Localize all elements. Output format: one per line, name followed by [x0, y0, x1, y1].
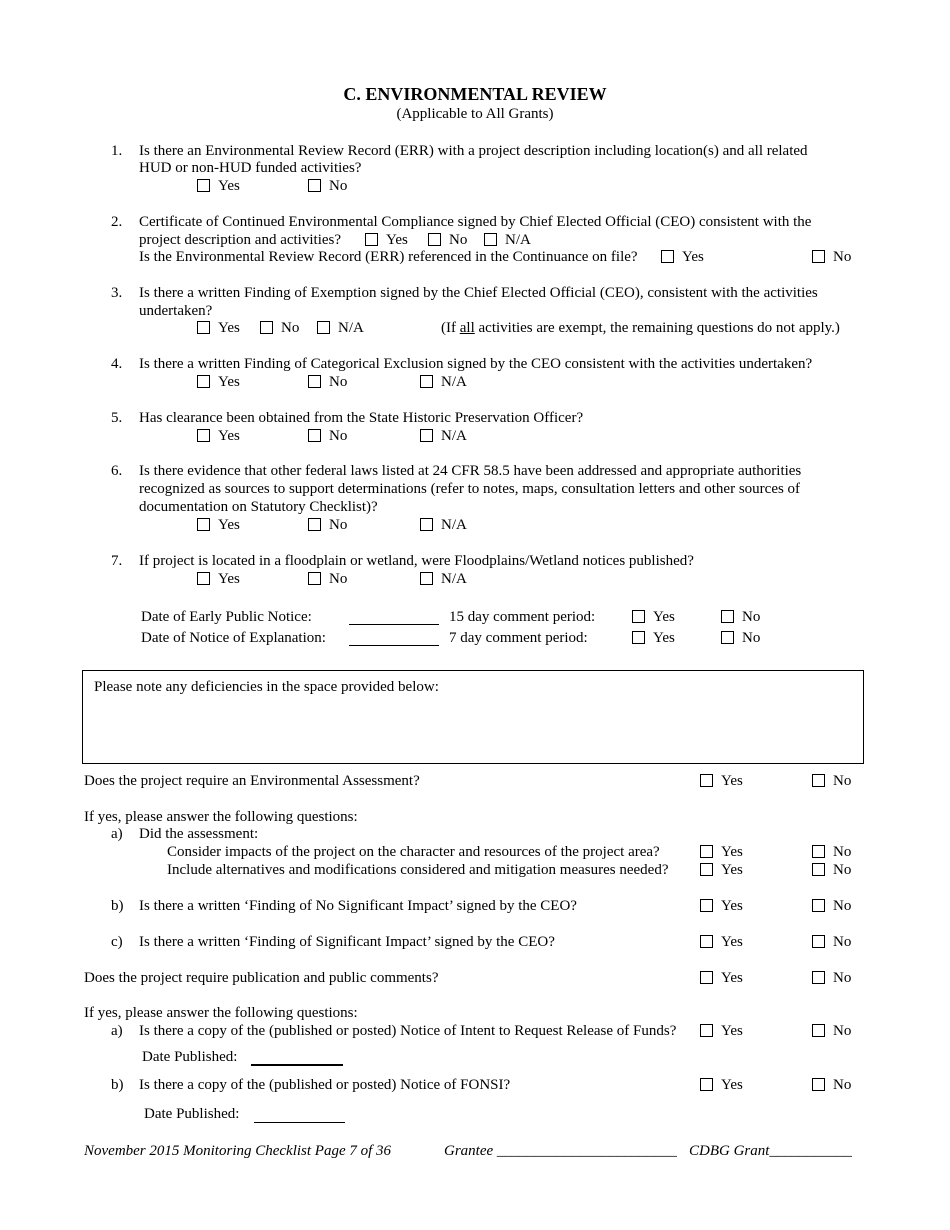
date-published-field[interactable] — [254, 1122, 345, 1123]
question-text: documentation on Statutory Checklist)? — [139, 499, 378, 515]
q2-err-no-option[interactable]: No — [812, 248, 851, 266]
checkbox[interactable] — [197, 429, 210, 442]
checkbox[interactable] — [812, 1024, 825, 1037]
checkbox[interactable] — [420, 572, 433, 585]
ea-b-yes-option[interactable]: Yes — [700, 897, 743, 915]
page-subtitle: (Applicable to All Grants) — [396, 106, 554, 122]
subquestion-text: Consider impacts of the project on the character and resources of the project area? — [167, 844, 660, 860]
pub-no-option[interactable]: No — [812, 969, 851, 987]
q6-na-option[interactable]: N/A — [420, 516, 467, 534]
q4-yes-option[interactable]: Yes — [197, 373, 240, 391]
checkbox[interactable] — [484, 233, 497, 246]
question-text: Is there evidence that other federal laws listed at 24 CFR 58.5 have been addressed and appropriate authorities — [139, 463, 802, 479]
expl-period-yes-option[interactable]: Yes — [632, 629, 675, 647]
q1-no-option[interactable]: No — [308, 177, 347, 195]
question-text: Is the Environmental Review Record (ERR) referenced in the Continuance on file? — [139, 249, 638, 265]
early-period-no-option[interactable]: No — [721, 608, 760, 626]
checkbox[interactable] — [365, 233, 378, 246]
checkbox[interactable] — [197, 518, 210, 531]
question-number: 4. — [111, 356, 123, 372]
checkbox[interactable] — [700, 935, 713, 948]
date-published-field[interactable] — [251, 1064, 343, 1066]
question-number: 7. — [111, 553, 123, 569]
checkbox[interactable] — [428, 233, 441, 246]
ea-yes-option[interactable]: Yes — [700, 772, 743, 790]
checkbox[interactable] — [420, 429, 433, 442]
subquestion-text: Is there a copy of the (published or posted) Notice of Intent to Request Release of Funds? — [139, 1023, 677, 1039]
q4-na-option[interactable]: N/A — [420, 373, 467, 391]
q2-yes-option[interactable]: Yes — [365, 231, 408, 249]
ea-a2-no-option[interactable]: No — [812, 861, 851, 879]
q3-note: (If all activities are exempt, the remaining questions do not apply.) — [441, 320, 840, 336]
checkbox[interactable] — [308, 375, 321, 388]
date-published-label: Date Published: — [142, 1049, 238, 1065]
checkbox[interactable] — [308, 572, 321, 585]
pub-yes-option[interactable]: Yes — [700, 969, 743, 987]
checkbox[interactable] — [317, 321, 330, 334]
checkbox[interactable] — [721, 631, 734, 644]
ea-b-no-option[interactable]: No — [812, 897, 851, 915]
subquestion-text: Include alternatives and modifications considered and mitigation measures needed? — [167, 862, 669, 878]
q7-na-option[interactable]: N/A — [420, 570, 467, 588]
checkbox[interactable] — [700, 863, 713, 876]
checkbox[interactable] — [721, 610, 734, 623]
question-number: 2. — [111, 214, 123, 230]
question-text: undertaken? — [139, 303, 213, 319]
question-number: 3. — [111, 285, 123, 301]
page-title: C. ENVIRONMENTAL REVIEW — [343, 84, 607, 104]
ea-if-yes: If yes, please answer the following questions: — [84, 809, 358, 825]
question-text: Is there a written Finding of Categorical Exclusion signed by the CEO consistent with the activities undertaken? — [139, 356, 813, 372]
subquestion-letter: c) — [111, 934, 123, 950]
ea-a1-no-option[interactable]: No — [812, 843, 851, 861]
question-number: 6. — [111, 463, 123, 479]
checkbox[interactable] — [812, 935, 825, 948]
q2-err-yes-option[interactable]: Yes — [661, 248, 704, 266]
q5-na-option[interactable]: N/A — [420, 427, 467, 445]
checkbox[interactable] — [632, 631, 645, 644]
checkbox[interactable] — [308, 429, 321, 442]
checkbox[interactable] — [420, 518, 433, 531]
checkbox[interactable] — [812, 863, 825, 876]
checkbox[interactable] — [197, 375, 210, 388]
expl-period-label: 7 day comment period: — [449, 630, 588, 646]
pub-if-yes: If yes, please answer the following questions: — [84, 1005, 358, 1021]
question-text: project description and activities? — [139, 232, 342, 248]
q3-no-option[interactable]: No — [260, 319, 299, 337]
question-text: Is there an Environmental Review Record (ERR) with a project description including location(s) and all related — [139, 143, 808, 159]
checkbox[interactable] — [260, 321, 273, 334]
checkbox[interactable] — [197, 179, 210, 192]
subquestion-letter: b) — [111, 898, 124, 914]
ea-c-yes-option[interactable]: Yes — [700, 933, 743, 951]
checkbox[interactable] — [700, 845, 713, 858]
pub-b-no-option[interactable]: No — [812, 1076, 851, 1094]
footer-page-info: November 2015 Monitoring Checklist Page 7 of 36 — [84, 1143, 392, 1159]
question-number: 5. — [111, 410, 123, 426]
checkbox[interactable] — [700, 774, 713, 787]
checkbox[interactable] — [812, 899, 825, 912]
footer-grant: CDBG Grant___________ — [689, 1143, 852, 1159]
question-text: recognized as sources to support determinations (refer to notes, maps, consultation letters and other sources of — [139, 481, 801, 497]
early-period-label: 15 day comment period: — [449, 609, 596, 625]
checkbox[interactable] — [420, 375, 433, 388]
subquestion-text: Is there a written ‘Finding of No Significant Impact’ signed by the CEO? — [139, 898, 577, 914]
pub-a-no-option[interactable]: No — [812, 1022, 851, 1040]
pub-b-yes-option[interactable]: Yes — [700, 1076, 743, 1094]
pub-a-yes-option[interactable]: Yes — [700, 1022, 743, 1040]
ea-c-no-option[interactable]: No — [812, 933, 851, 951]
q3-yes-option[interactable]: Yes — [197, 319, 240, 337]
q5-no-option[interactable]: No — [308, 427, 347, 445]
date-published-label: Date Published: — [144, 1106, 240, 1122]
subquestion-letter: b) — [111, 1077, 124, 1093]
question-number: 1. — [111, 143, 123, 159]
q2-no-option[interactable]: No — [428, 231, 467, 249]
subquestion-text: Is there a copy of the (published or posted) Notice of FONSI? — [139, 1077, 511, 1093]
early-period-yes-option[interactable]: Yes — [632, 608, 675, 626]
checkbox[interactable] — [812, 1078, 825, 1091]
question-text: If project is located in a floodplain or wetland, were Floodplains/Wetland notices published? — [139, 553, 694, 569]
pub-question: Does the project require publication and public comments? — [84, 970, 439, 986]
deficiencies-box[interactable] — [82, 670, 864, 764]
checkbox[interactable] — [812, 971, 825, 984]
early-notice-date-field[interactable] — [349, 624, 439, 625]
subquestion-text: Did the assessment: — [139, 826, 259, 842]
checkbox[interactable] — [632, 610, 645, 623]
deficiencies-label: Please note any deficiencies in the space provided below: — [94, 679, 439, 695]
checkbox[interactable] — [700, 1024, 713, 1037]
question-text: Certificate of Continued Environmental Compliance signed by Chief Elected Official (CEO) consistent with the — [139, 214, 812, 230]
q5-yes-option[interactable]: Yes — [197, 427, 240, 445]
ea-a2-yes-option[interactable]: Yes — [700, 861, 743, 879]
explanation-notice-date-field[interactable] — [349, 645, 439, 646]
footer-grantee: Grantee ________________________ — [444, 1143, 677, 1159]
checkbox[interactable] — [812, 774, 825, 787]
q4-no-option[interactable]: No — [308, 373, 347, 391]
q6-no-option[interactable]: No — [308, 516, 347, 534]
q7-yes-option[interactable]: Yes — [197, 570, 240, 588]
checkbox[interactable] — [661, 250, 674, 263]
checkbox[interactable] — [812, 250, 825, 263]
ea-question: Does the project require an Environmental Assessment? — [84, 773, 420, 789]
checkbox[interactable] — [812, 845, 825, 858]
q3-na-option[interactable]: N/A — [317, 319, 364, 337]
explanation-notice-label: Date of Notice of Explanation: — [141, 630, 326, 646]
q2-na-option[interactable]: N/A — [484, 231, 531, 249]
checkbox[interactable] — [700, 899, 713, 912]
subquestion-letter: a) — [111, 826, 123, 842]
checkbox[interactable] — [197, 321, 210, 334]
subquestion-letter: a) — [111, 1023, 123, 1039]
q1-yes-option[interactable]: Yes — [197, 177, 240, 195]
question-text: Has clearance been obtained from the State Historic Preservation Officer? — [139, 410, 584, 426]
question-text: Is there a written Finding of Exemption signed by the Chief Elected Official (CEO), consistent with the activities — [139, 285, 818, 301]
subquestion-text: Is there a written ‘Finding of Significant Impact’ signed by the CEO? — [139, 934, 555, 950]
question-text: HUD or non-HUD funded activities? — [139, 160, 362, 176]
q7-no-option[interactable]: No — [308, 570, 347, 588]
checkbox[interactable] — [308, 179, 321, 192]
checkbox[interactable] — [700, 1078, 713, 1091]
early-notice-label: Date of Early Public Notice: — [141, 609, 312, 625]
checkbox[interactable] — [308, 518, 321, 531]
checkbox[interactable] — [197, 572, 210, 585]
expl-period-no-option[interactable]: No — [721, 629, 760, 647]
checkbox[interactable] — [700, 971, 713, 984]
ea-no-option[interactable]: No — [812, 772, 851, 790]
ea-a1-yes-option[interactable]: Yes — [700, 843, 743, 861]
q6-yes-option[interactable]: Yes — [197, 516, 240, 534]
